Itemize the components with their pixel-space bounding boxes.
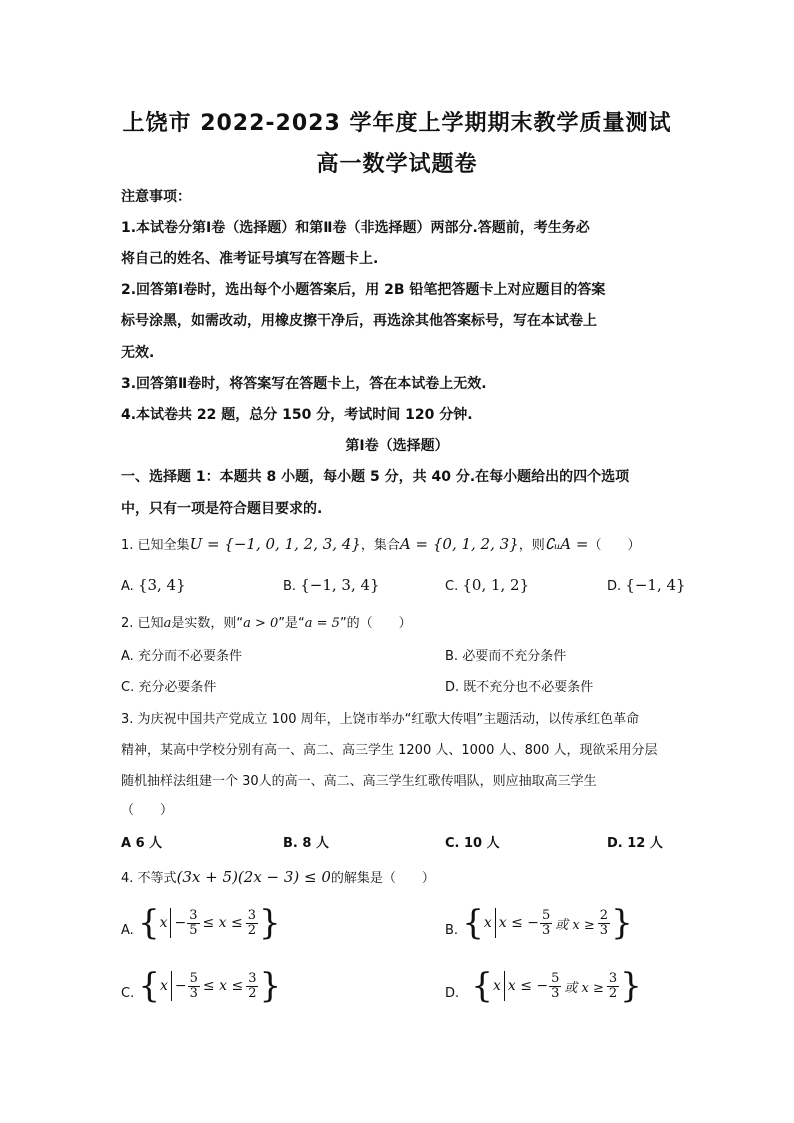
option-a: A. { x − $\frac{3}{5}$ ≤ x ≤ $\frac{3}{2}$ } — [121, 903, 281, 943]
option-c: C. {0, 1, 2} — [445, 576, 530, 594]
notice-line: 标号涂黑，如需改动，用橡皮擦干净后，再选涂其他答案标号，写在本试卷上 — [121, 313, 597, 329]
option-d: D. 12 人 — [607, 836, 663, 851]
question-text: ，则 — [518, 538, 545, 553]
part-instruction: 中，只有一项是符合题目要求的. — [121, 501, 323, 517]
notice-line: 4.本试卷共 22 题，总分 150 分，考试时间 120 分钟. — [121, 407, 473, 423]
math-inequality: (3x + 5)(2x − 3) ≤ 0 — [176, 868, 331, 886]
option-a: A. 充分而不必要条件 — [121, 649, 242, 664]
question-2: 2. 已知a是实数，则“a > 0”是“a = 5”的（ ） — [121, 616, 412, 631]
section-heading: 第Ⅰ卷（选择题） — [345, 438, 449, 454]
part-instruction: 一、选择题 1：本题共 8 小题，每小题 5 分，共 40 分.在每小题给出的四个选项 — [121, 469, 630, 485]
option-d: D. 既不充分也不必要条件 — [445, 680, 594, 695]
exam-subtitle: 高一数学试题卷 — [316, 152, 478, 177]
question-text: ，集合 — [360, 538, 400, 553]
option-b: B. 必要而不充分条件 — [445, 649, 567, 664]
question-3-line: 精神，某高中学校分别有高一、高二、高三学生 1200 人、1000 人、800 人，现欲采用分层 — [121, 743, 658, 758]
answer-blank: （ ） — [588, 538, 641, 553]
option-a: A 6 人 — [121, 836, 163, 851]
math-condition: a = 5 — [304, 616, 340, 631]
notice-line: 1.本试卷分第Ⅰ卷（选择题）和第Ⅱ卷（非选择题）两部分.答题前，考生务必 — [121, 220, 590, 236]
question-4: 4. 不等式(3x + 5)(2x − 3) ≤ 0的解集是（ ） — [121, 868, 435, 886]
math-universal-set: U = {−1, 0, 1, 2, 3, 4} — [189, 535, 361, 553]
question-number: 1. — [121, 538, 134, 553]
notice-line: 将自己的姓名、准考证号填写在答题卡上. — [121, 251, 379, 267]
option-d: D. {−1, 4} — [607, 576, 686, 594]
question-number: 4. — [121, 871, 134, 886]
option-c: C. 10 人 — [445, 836, 500, 851]
notice-heading: 注意事项： — [121, 189, 191, 205]
notice-line: 3.回答第Ⅱ卷时，将答案写在答题卡上，答在本试卷上无效. — [121, 376, 487, 392]
option-c: C. { x − $\frac{5}{3}$ ≤ x ≤ $\frac{3}{2}$ } — [121, 966, 282, 1006]
question-3-line: 随机抽样法组建一个 30人的高一、高二、高三学生红歌传唱队，则应抽取高三学生 — [121, 774, 597, 789]
option-d: D. { x x ≤ − $\frac{5}{3}$ 或 x ≥ $\frac{3}{2}$ } — [445, 966, 642, 1006]
notice-line: 2.回答第Ⅰ卷时，选出每个小题答案后，用 2B 铅笔把答题卡上对应题目的答案 — [121, 282, 606, 298]
option-b: B. { x x ≤ − $\frac{5}{3}$ 或 x ≥ $\frac{2}{3}$ } — [445, 903, 633, 943]
option-b: B. {−1, 3, 4} — [283, 576, 380, 594]
question-3-line: 3. 为庆祝中国共产党成立 100 周年，上饶市举办“红歌大传唱”主题活动，以传承红色革命 — [121, 712, 640, 727]
question-text: 已知全集 — [137, 538, 190, 553]
option-c: C. 充分必要条件 — [121, 680, 217, 695]
math-condition: a > 0 — [243, 616, 279, 631]
option-b: B. 8 人 — [283, 836, 329, 851]
math-set-a: A = {0, 1, 2, 3} — [399, 535, 519, 553]
exam-title: 上饶市 2022-2023 学年度上学期期末教学质量测试 — [122, 111, 672, 136]
notice-line: 无效. — [121, 345, 155, 361]
question-number: 2. — [121, 616, 134, 631]
question-1 — [121, 534, 640, 553]
option-a: A. {3, 4} — [121, 576, 186, 594]
answer-blank: （ ） — [121, 803, 174, 818]
math-complement: ∁ᵤA = — [544, 535, 589, 553]
